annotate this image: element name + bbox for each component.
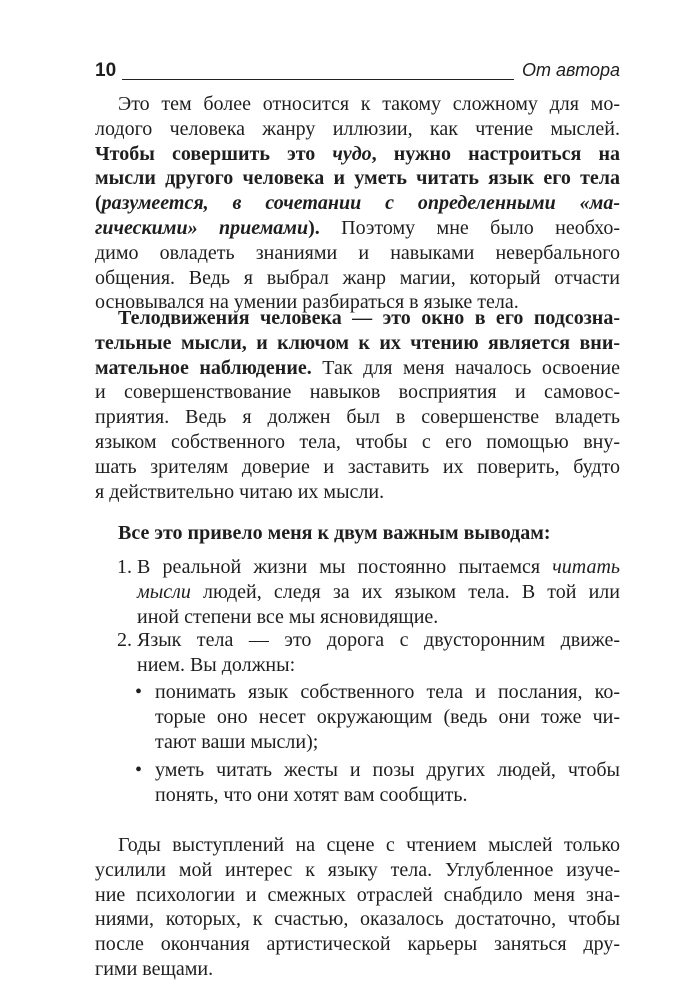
text-run: общения. Ведь я выбрал жанр магии, который отчасти (95, 266, 620, 289)
text-line (118, 521, 620, 546)
text-run: Это тем более относится к такому сложному для мо- (118, 93, 620, 115)
text-run: приятия. Ведь я должен был в совершенстве владеть (95, 406, 620, 429)
text-line (95, 306, 620, 331)
text-line (137, 628, 620, 653)
text-line (95, 858, 620, 883)
text-line (95, 166, 620, 191)
text-line (155, 705, 620, 730)
emphasis-text-run: читать (552, 556, 620, 578)
text-line (155, 730, 620, 755)
text-line (95, 883, 620, 908)
text-line (95, 455, 620, 480)
text-line (95, 380, 620, 405)
bullet-marker: • (135, 759, 143, 781)
text-run: тают ваши мысли); (155, 730, 319, 753)
text-line (95, 907, 620, 932)
emphasis-text-run: разумеется, в сочетании с определенными «ма- (101, 192, 620, 215)
text-line (95, 833, 620, 858)
text-run: я действительно читаю их мысли. (95, 480, 385, 503)
bold-text-run: Чтобы совершить это (95, 142, 333, 165)
list-number: 2. (117, 629, 132, 651)
text-run: после окончания артистической карьеры заняться дру- (95, 933, 620, 956)
text-run: ниями, которых, к счастью, оказалось достаточно, чтобы (95, 908, 620, 931)
text-run: людей, следя за их языком тела. В той или (190, 580, 620, 603)
text-line (95, 216, 620, 241)
heading (118, 521, 620, 546)
text-run: Поэтому мне было необхо- (319, 216, 621, 239)
text-run: ние психологии и смежных отраслей снабдило меня зна- (95, 883, 620, 906)
text-line (155, 783, 620, 808)
text-line (95, 405, 620, 430)
text-run: иной степени все мы ясновидящие. (137, 605, 439, 628)
bold-text-run: ( (95, 192, 102, 215)
numbered-item (117, 555, 620, 629)
section-title: От автора (521, 60, 620, 80)
text-line (95, 92, 620, 117)
text-run: и совершенствование навыков восприятия и самовос- (95, 381, 620, 404)
bullet-item (135, 758, 620, 808)
text-line (137, 653, 620, 678)
header-rule (122, 79, 514, 80)
text-run: усилили мой интерес к языку тела. Углубленное изуче- (95, 858, 620, 881)
text-line (95, 430, 620, 455)
text-run: гими вещами. (95, 957, 214, 980)
text-line (95, 356, 620, 381)
text-run: Язык тела — это дорога с двусторонним движе- (137, 629, 620, 651)
numbered-item (117, 628, 620, 678)
text-run: димо овладеть знаниями и навыками невербального (95, 241, 620, 264)
list-number: 1. (117, 556, 132, 578)
text-line (95, 241, 620, 266)
text-run: торые оно несет окружающим (ведь они тоже чи- (155, 705, 620, 728)
paragraph (95, 306, 620, 504)
text-line (155, 680, 620, 705)
text-run: нием. Вы должны: (137, 653, 296, 676)
text-run: Годы выступлений на сцене с чтением мыслей только (118, 834, 620, 856)
bold-text-run: тельные мысли, и ключом к их чтению является вни- (95, 331, 620, 354)
bullet-marker: • (135, 681, 143, 703)
text-line (95, 191, 620, 216)
text-run: уметь читать жесты и позы других людей, чтобы (155, 759, 620, 781)
emphasis-text-run: мысли (137, 580, 191, 603)
text-run: В реальной жизни мы постоянно пытаемся (137, 556, 553, 578)
text-run: лодого человека жанру иллюзии, как чтение мыслей. (95, 117, 620, 140)
text-run: понимать язык собственного тела и послания, ко- (155, 681, 620, 703)
bold-text-run: Все это привело меня к двум важным выводам: (118, 522, 551, 544)
text-line (137, 605, 620, 630)
text-run: понять, что они хотят вам сообщить. (155, 783, 468, 806)
text-line (95, 142, 620, 167)
bold-text-run: ). (308, 216, 320, 239)
text-run: языком собственного тела, чтобы с его помощью вну- (95, 430, 620, 453)
text-line (137, 555, 620, 580)
text-line (137, 580, 620, 605)
text-line (95, 957, 620, 982)
text-line (95, 117, 620, 142)
text-line (95, 331, 620, 356)
text-line (155, 758, 620, 783)
paragraph (95, 833, 620, 982)
text-run: основывался на умении разбираться в языке тела. (95, 291, 519, 314)
emphasis-text-run: гическими» приемами (95, 216, 309, 239)
page-number: 10 (95, 60, 117, 81)
text-run: шать зрителям доверие и заставить их поверить, будто (95, 455, 620, 478)
text-run: Так для меня началось освоение (311, 356, 620, 379)
paragraph (95, 92, 620, 315)
text-line (95, 932, 620, 957)
text-line (95, 480, 620, 505)
bold-text-run: , нужно настроиться на (371, 142, 620, 165)
bold-text-run: Телодвижения человека — это окно в его подсозна- (118, 307, 620, 329)
emphasis-text-run: чудо (332, 142, 372, 165)
bullet-item (135, 680, 620, 754)
text-line (95, 266, 620, 291)
bold-text-run: мательное наблюдение. (95, 356, 312, 379)
bold-text-run: мысли другого человека и уметь читать язык его тела (95, 167, 620, 190)
